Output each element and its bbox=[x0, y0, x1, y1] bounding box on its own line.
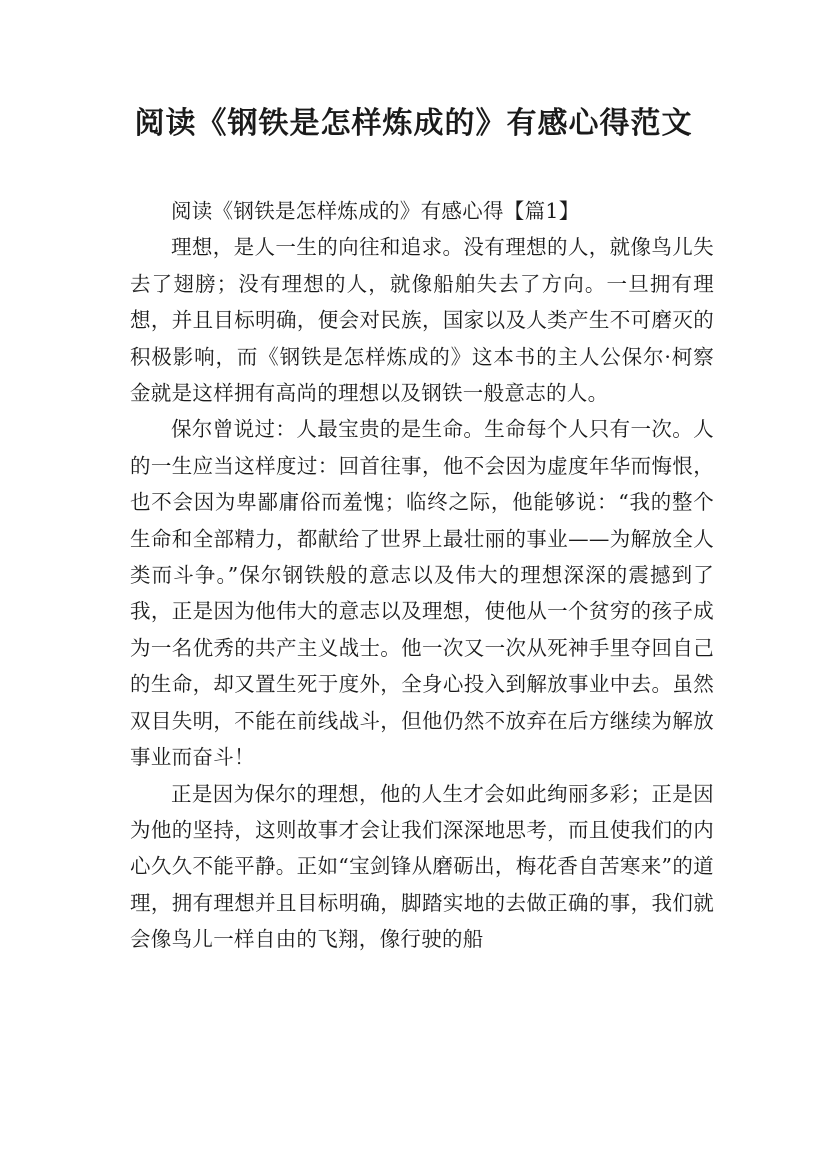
document-title: 阅读《钢铁是怎样炼成的》有感心得范文 bbox=[134, 106, 693, 141]
body-paragraph-1: 理想，是人一生的向往和追求。没有理想的人，就像鸟儿失去了翅膀；没有理想的人，就像船舶失去了方向。一旦拥有理想，并且目标明确，便会对民族，国家以及人类产生不可磨灭的积极影响，而《钢铁是怎样炼成的》这本书的主人公保尔·柯察金就是这样拥有高尚的理想以及钢铁一般意志的人。 bbox=[130, 235, 714, 406]
section-heading: 阅读《钢铁是怎样炼成的》有感心得【篇1】 bbox=[171, 199, 580, 223]
body-paragraph-3: 正是因为保尔的理想，他的人生才会如此绚丽多彩；正是因为他的坚持，这则故事才会让我们深深地思考，而且使我们的内心久久不能平静。正如“宝剑锋从磨砺出，梅花香自苦寒来”的道理，拥有理想并且目标明确，脚踏实地的去做正确的事，我们就会像鸟儿一样自由的飞翔，像行驶的船 bbox=[130, 781, 714, 952]
document-body bbox=[130, 193, 714, 958]
body-paragraph-2: 保尔曾说过：人最宝贵的是生命。生命每个人只有一次。人的一生应当这样度过：回首往事，他不会因为虚度年华而悔恨，也不会因为卑鄙庸俗而羞愧；临终之际，他能够说：“我的整个生命和全部精力，都献给了世界上最壮丽的事业——为解放全人类而斗争。”保尔钢铁般的意志以及伟大的理想深深的震撼到了我，正是因为他伟大的意志以及理想，使他从一个贫穷的孩子成为一名优秀的共产主义战士。他一次又一次从死神手里夺回自己的生命，却又置生死于度外，全身心投入到解放事业中去。虽然双目失明，不能在前线战斗，但他仍然不放弃在后方继续为解放事业而奋斗！ bbox=[130, 417, 714, 770]
